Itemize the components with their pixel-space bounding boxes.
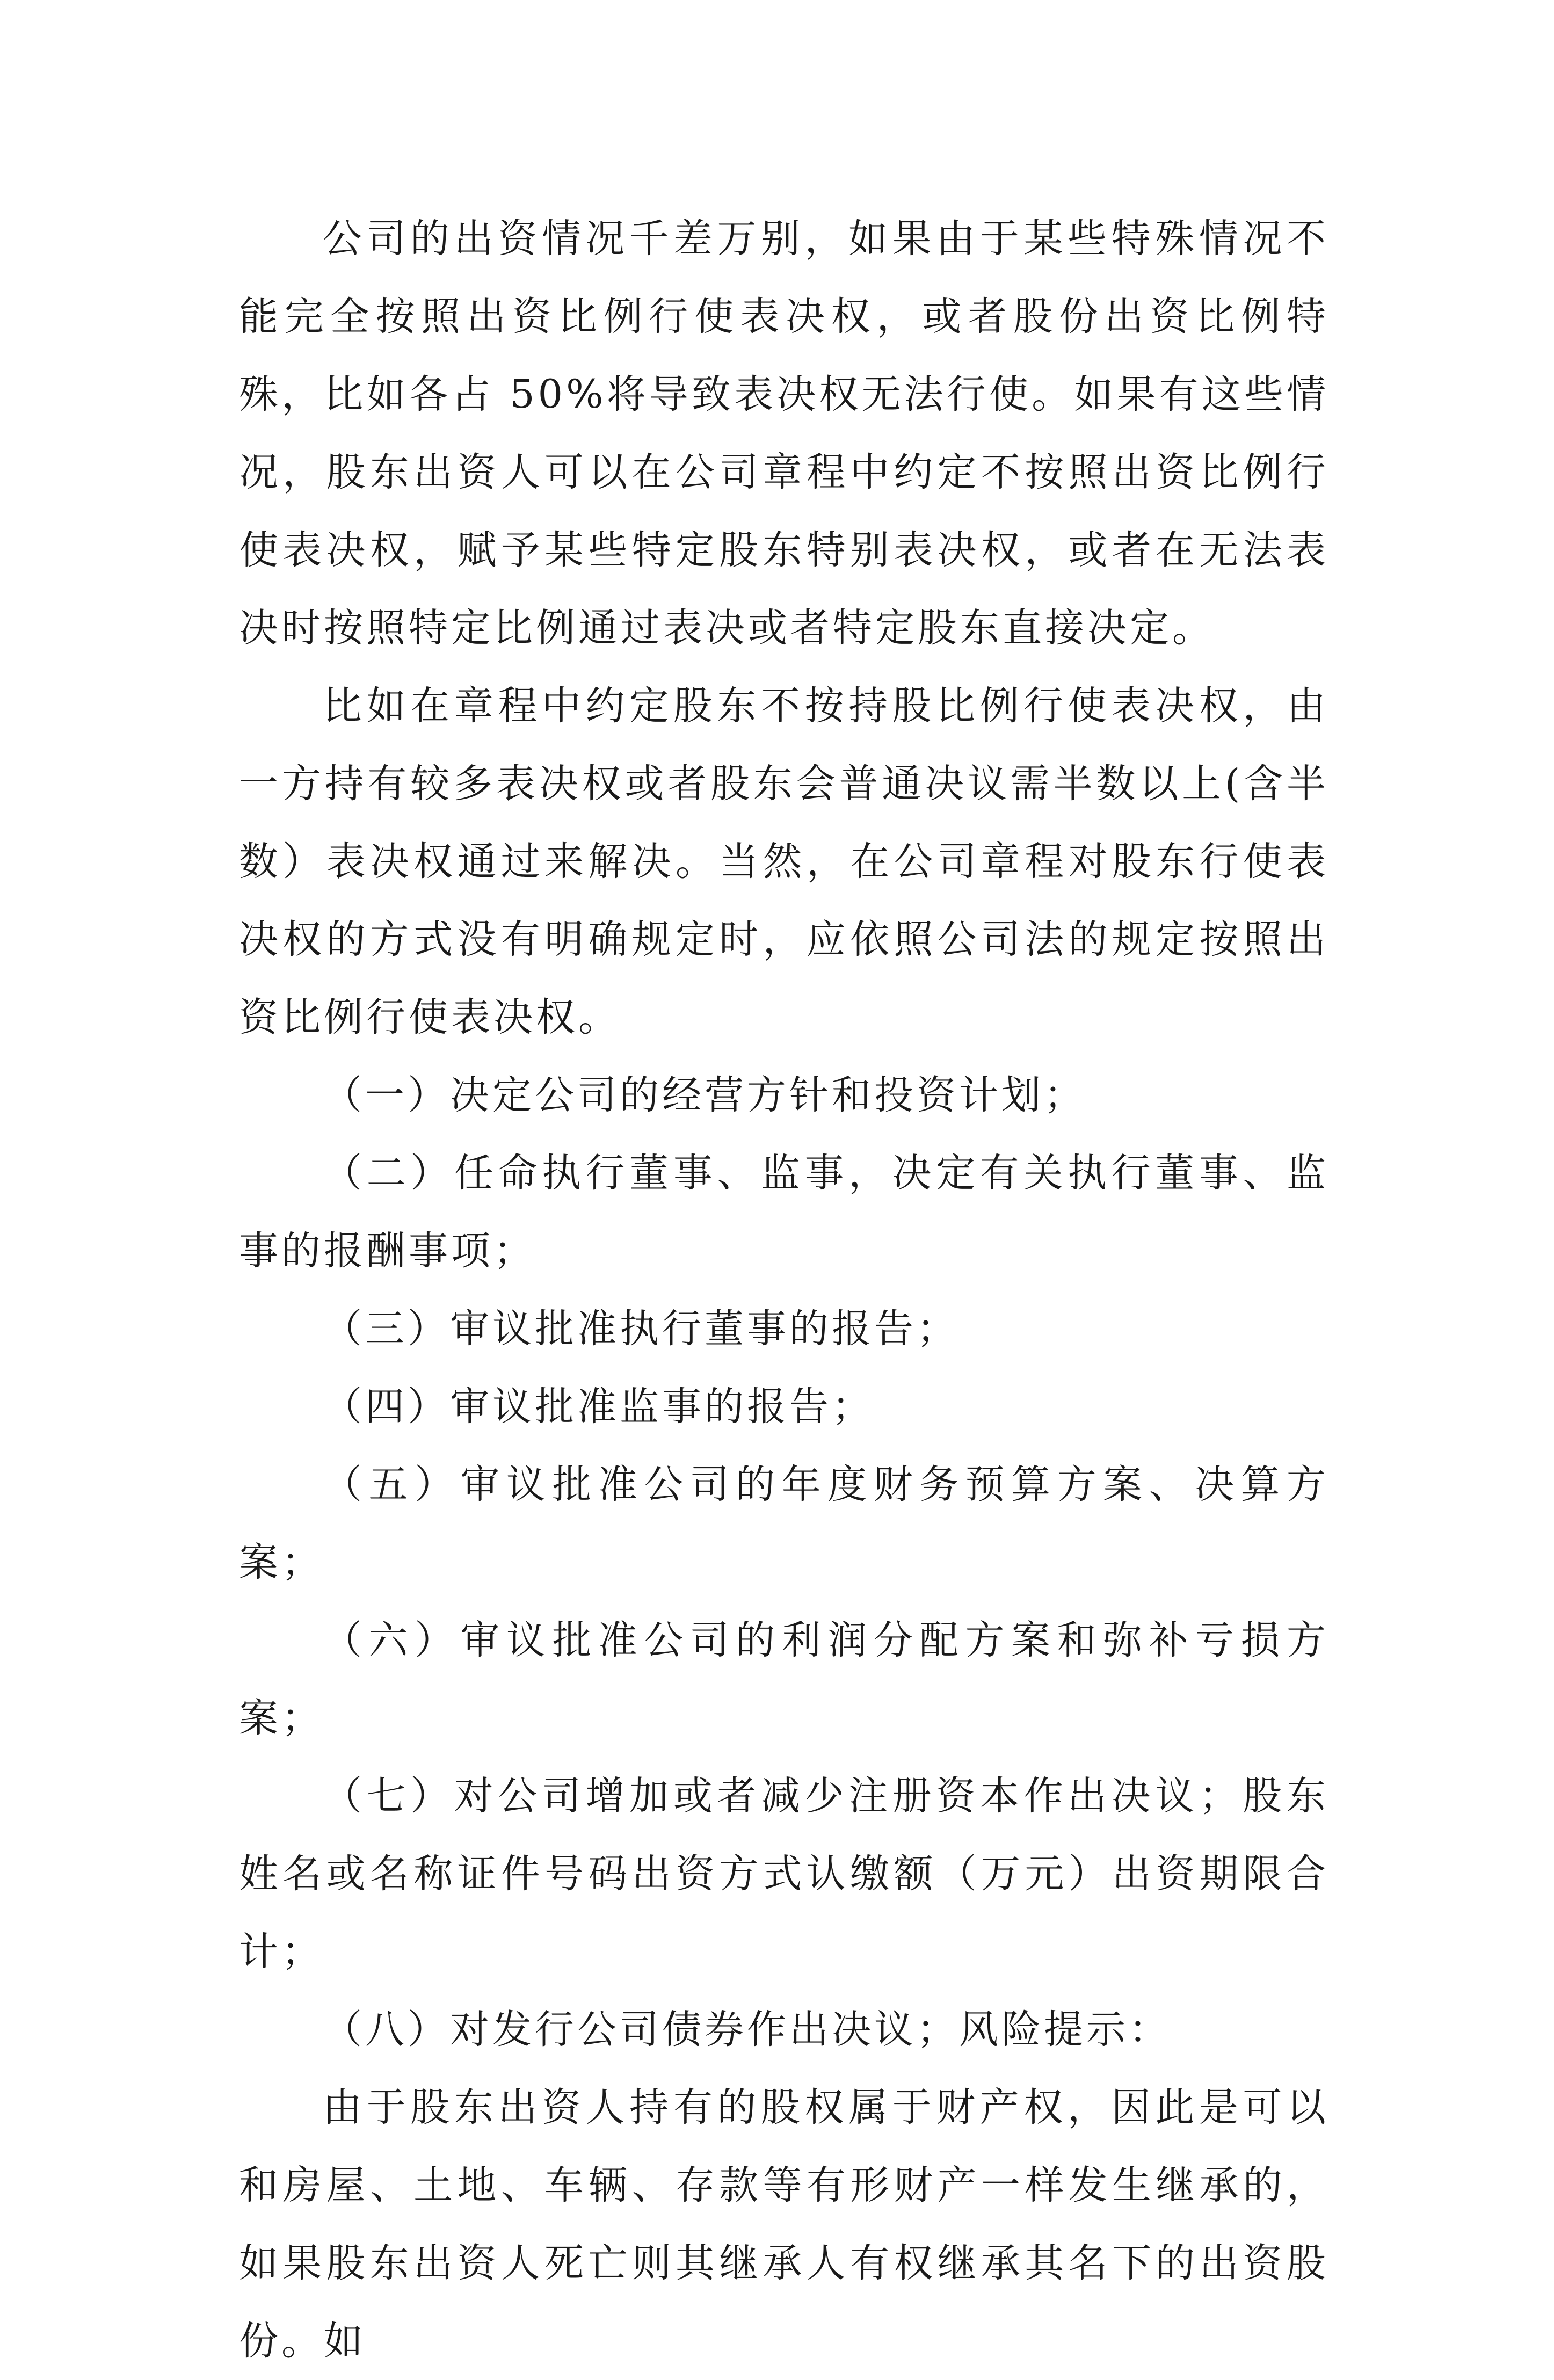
paragraph-voting-intro: 公司的出资情况千差万别，如果由于某些特殊情况不能完全按照出资比例行使表决权，或者股份出资比例特殊，比如各占 50%将导致表决权无法行使。如果有这些情况，股东出资人可以在公司章程中约定不按照出资比例行使表决权，赋予某些特定股东特别表决权，或者在无法表决时按照特定比例通过表决或者特定股东直接决定。 <box>239 216 1329 651</box>
paragraph-inheritance: 由于股东出资人持有的股权属于财产权，因此是可以和房屋、土地、车辆、存款等有形财产一样发生继承的，如果股东出资人死亡则其继承人有权继承其名下的出资股份。如 <box>239 2085 1329 2364</box>
list-item-8: （八）对发行公司债券作出决议；风险提示： <box>323 2007 1171 2052</box>
paragraph-voting-example: 比如在章程中约定股东不按持股比例行使表决权，由一方持有较多表决权或者股东会普通决议需半数以上(含半数）表决权通过来解决。当然，在公司章程对股东行使表决权的方式没有明确规定时，应依照公司法的规定按照出资比例行使表决权。 <box>239 683 1329 1040</box>
list-item-2: （二）任命执行董事、监事，决定有关执行董事、监事的报酬事项； <box>239 1150 1329 1274</box>
list-item-1: （一）决定公司的经营方针和投资计划； <box>323 1072 1086 1118</box>
list-item-3: （三）审议批准执行董事的报告； <box>323 1306 959 1352</box>
list-item-6: （六）审议批准公司的利润分配方案和弥补亏损方案； <box>239 1617 1329 1741</box>
list-item-7: （七）对公司增加或者减少注册资本作出决议；股东姓名或名称证件号码出资方式认缴额（万元）出资期限合计； <box>239 1773 1329 1975</box>
list-item-5: （五）审议批准公司的年度财务预算方案、决算方案； <box>239 1462 1329 1585</box>
document-body <box>239 200 1329 2380</box>
list-item-4: （四）审议批准监事的报告； <box>323 1384 874 1430</box>
